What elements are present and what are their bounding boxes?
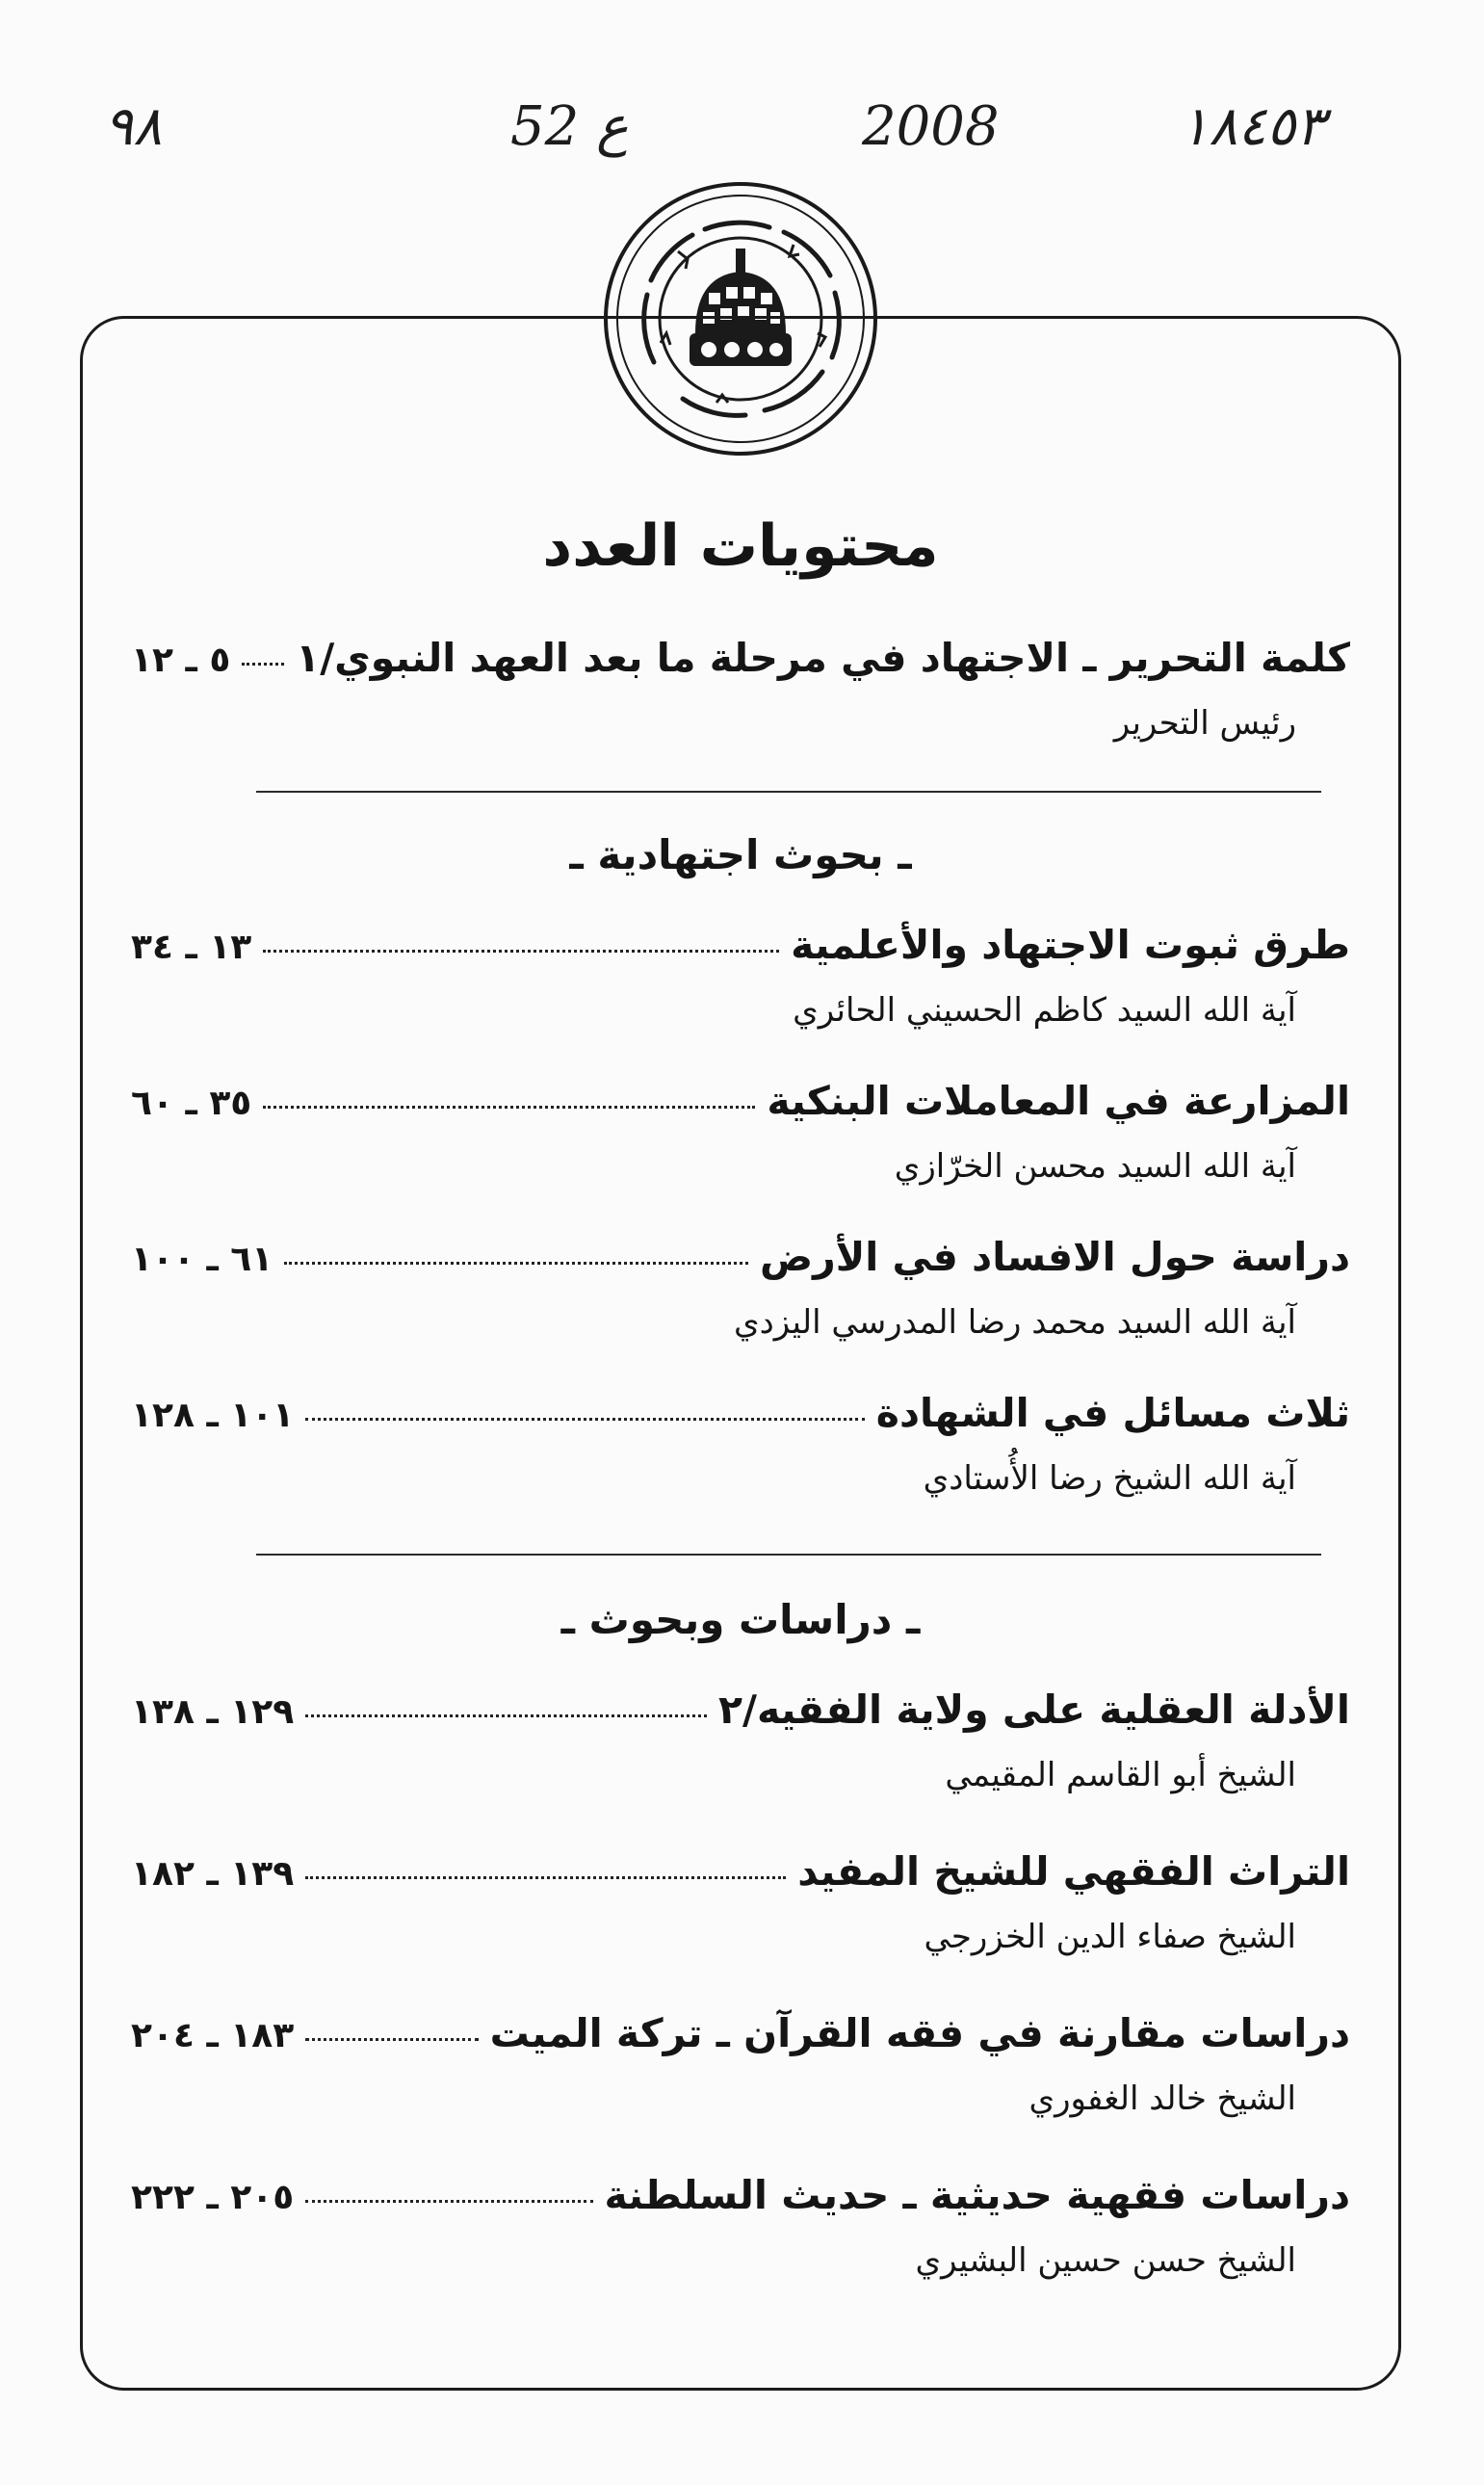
toc-entry [131, 2172, 1350, 2280]
toc-entry-author: آية الله السيد محمد رضا المدرسي اليزدي [734, 1303, 1296, 1342]
dotted-leader [305, 2037, 478, 2041]
toc-entry-pages: ١٠١ ـ ١٢٨ [131, 1396, 295, 1435]
dotted-leader [242, 662, 284, 666]
toc-entry-title: طرق ثبوت الاجتهاد والأعلمية [791, 922, 1350, 968]
dotted-leader [284, 1261, 748, 1265]
dotted-leader [305, 1875, 786, 1879]
toc-entry-pages: ٣٥ ـ ٦٠ [131, 1084, 252, 1123]
handwritten-note-year: 2008 [862, 95, 1000, 158]
dotted-leader [305, 1713, 707, 1717]
toc-entry-title: دراسة حول الافساد في الأرض [759, 1234, 1350, 1280]
toc-entry-title: دراسات مقارنة في فقه القرآن ـ تركة الميت [489, 2010, 1350, 2056]
section-divider [256, 1554, 1321, 1556]
toc-entry-author: الشيخ أبو القاسم المقيمي [945, 1756, 1296, 1794]
toc-entry-pages: ١٨٣ ـ ٢٠٤ [131, 2016, 295, 2055]
toc-entry-title: ثلاث مسائل في الشهادة [875, 1390, 1350, 1436]
toc-entry-title: كلمة التحرير ـ الاجتهاد في مرحلة ما بعد العهد النبوي/١ [296, 635, 1350, 681]
toc-entry [131, 1234, 1350, 1342]
toc-entry [131, 1687, 1350, 1794]
toc-entry-pages: ١٣ ـ ٣٤ [131, 928, 252, 967]
toc-entry-pages: ١٣٩ ـ ١٨٢ [131, 1854, 295, 1894]
dotted-leader [263, 949, 779, 953]
toc-entry-author: آية الله السيد كاظم الحسيني الحائري [793, 991, 1296, 1030]
section-heading: ـ دراسات وبحوث ـ [560, 1596, 921, 1643]
dotted-leader [305, 1417, 865, 1421]
toc-entry [131, 1848, 1350, 1956]
handwritten-note-number: ١٨٤٥٣ [1180, 95, 1325, 158]
toc-entry-title: دراسات فقهية حديثية ـ حديث السلطنة [604, 2172, 1350, 2218]
section-divider [256, 791, 1321, 793]
handwritten-note-page: ٩٨ [104, 95, 163, 158]
toc-entry-pages: ١٢٩ ـ ١٣٨ [131, 1692, 295, 1732]
toc-entry [131, 1078, 1350, 1186]
page-title: محتويات العدد [542, 512, 939, 580]
toc-entry [131, 2010, 1350, 2118]
toc-entry-author: آية الله الشيخ رضا الأُستادي [923, 1459, 1296, 1498]
toc-entry [131, 922, 1350, 1030]
toc-entry-title: الأدلة العقلية على ولاية الفقيه/٢ [718, 1687, 1350, 1733]
toc-entry-author: الشيخ خالد الغفوري [1028, 2080, 1296, 2118]
toc-entry-author: الشيخ صفاء الدين الخزرجي [924, 1918, 1296, 1956]
toc-entry-title: المزارعة في المعاملات البنكية [767, 1078, 1350, 1124]
toc-entry-title: التراث الفقهي للشيخ المفيد [797, 1848, 1350, 1895]
toc-entry-pages: ٦١ ـ ١٠٠ [131, 1240, 273, 1279]
toc-entry-author: رئيس التحرير [1113, 704, 1296, 743]
toc-entry-author: آية الله السيد محسن الخرّازي [894, 1147, 1296, 1186]
toc-entry-editorial [131, 635, 1350, 743]
dotted-leader [305, 2199, 592, 2203]
toc-entry-author: الشيخ حسن حسين البشيري [915, 2241, 1296, 2280]
section-heading: ـ بحوث اجتهادية ـ [569, 831, 912, 878]
toc-entry-pages: ٥ ـ ١٢ [131, 641, 231, 680]
handwritten-note-code: 52 ع [510, 95, 629, 158]
contents-frame [80, 316, 1401, 2391]
toc-entry-pages: ٢٠٥ ـ ٢٢٢ [131, 2178, 295, 2217]
dotted-leader [263, 1105, 755, 1109]
toc-entry [131, 1390, 1350, 1498]
